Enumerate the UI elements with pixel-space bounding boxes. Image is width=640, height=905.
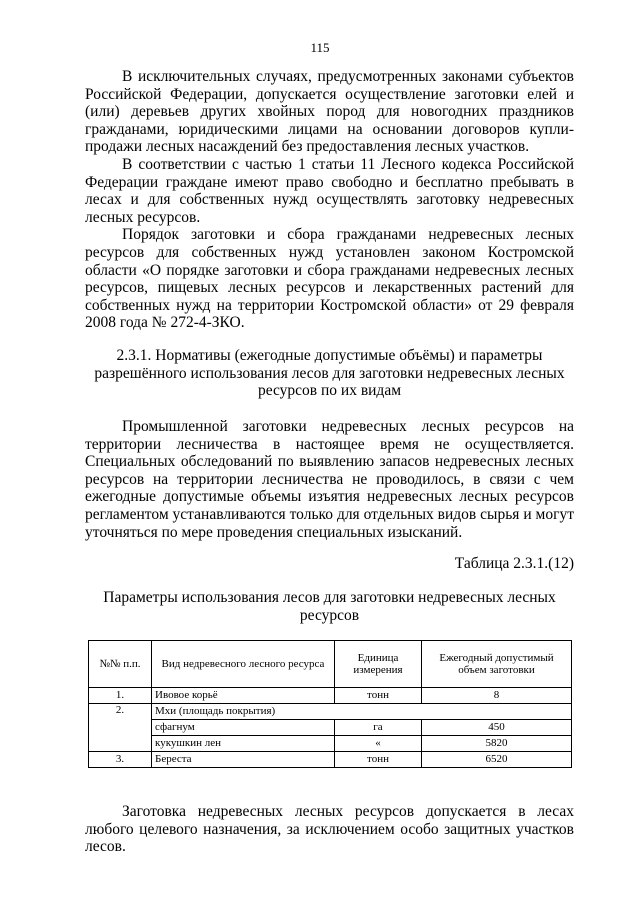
table-row [89,752,572,768]
cell-unit: га [335,720,422,736]
paragraph-industrial-harvest: Промышленной заготовки недревесных лесных ресурсов на территории лесничества в настоящее время не осуществляется. Специальных обследований по выявлению запасов недревесных лесных ресурсов на территории лесничества не проводилось, в связи с чем ежегодные допустимые объемы изъятия недревесных лесных ресурсов регламентом устанавливаются только для отдельных видов сырья и могут уточняться по мере проведения специальных изысканий. [85,418,574,541]
table-row [89,688,572,704]
cell-volume: 6520 [422,752,572,768]
closing-text-block [85,803,574,856]
cell-volume: 450 [422,720,572,736]
cell-unit: тонн [335,752,422,768]
table-header-row [89,641,572,688]
table-row [89,704,572,720]
cell-resource: Ивовое корьё [152,688,335,704]
section-heading: 2.3.1. Нормативы (ежегодные допустимые объёмы) и параметры разрешённого использования лесов для заготовки недревесных лесных ресурсов по их видам [94,347,565,400]
cell-resource: сфагнум [152,720,335,736]
cell-resource-group: Мхи (площадь покрытия) [152,704,572,720]
table-title: Параметры использования лесов для заготовки недревесных лесных ресурсов [103,589,556,624]
page-number: 115 [310,40,330,55]
header-resource-type: Вид недревесного лесного ресурса [152,641,335,688]
parameters-table [88,640,572,768]
cell-number: 3. [89,752,152,768]
cell-unit: тонн [335,688,422,704]
cell-volume: 5820 [422,736,572,752]
table-label: Таблица 2.3.1.(12) [454,555,574,572]
paragraph-forest-code: В соответствии с частью 1 статьи 11 Лесного кодекса Российской Федерации граждане имеют право свободно и бесплатно пребывать в лесах и для собственных нужд осуществлять заготовку недревесных лесных ресурсов. [85,155,574,226]
intro-text-block [85,68,574,332]
cell-resource: кукушкин лен [152,736,335,752]
paragraph-exceptional-cases: В исключительных случаях, предусмотренных законами субъектов Российской Федерации, допускается осуществление заготовки елей и (или) деревьев других хвойных пород для новогодних праздников гражданами, юридическими лицами на основании договоров купли-продажи лесных насаждений без предоставления лесных участков. [85,68,574,156]
header-unit: Единица измерения [335,641,422,688]
header-number: №№ п.п. [89,641,152,688]
cell-number: 2. [89,704,152,752]
table-row [89,736,572,752]
cell-unit: « [335,736,422,752]
cell-volume: 8 [422,688,572,704]
paragraph-harvest-allowed: Заготовка недревесных лесных ресурсов допускается в лесах любого целевого назначения, за исключением особо защитных участков лесов. [85,803,574,856]
paragraph-kostroma-law: Порядок заготовки и сбора гражданами недревесных лесных ресурсов для собственных нужд установлен законом Костромской области «О порядке заготовки и сбора гражданами недревесных лесных ресурсов, пищевых лесных ресурсов и лекарственных растений для собственных нужд на территории Костромской области» от 29 февраля 2008 года № 272-4-ЗКО. [85,226,574,332]
cell-resource: Береста [152,752,335,768]
cell-number: 1. [89,688,152,704]
header-annual-volume: Ежегодный допустимый объем заготовки [422,641,572,688]
table-row [89,720,572,736]
middle-text-block [85,418,574,541]
